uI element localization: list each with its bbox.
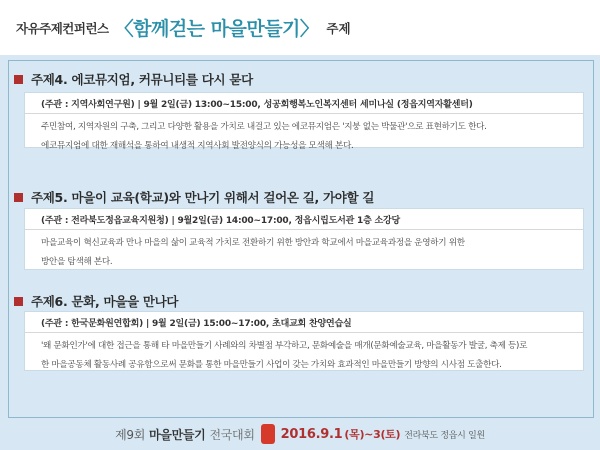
header-prefix: 자유주제컨퍼런스 (16, 20, 109, 36)
festival-seal-icon (261, 424, 275, 444)
section-body (25, 114, 583, 160)
section-card-4 (24, 92, 584, 151)
body-line: 마을교육이 혁신교육과 만나 마을의 삶이 교육적 가치로 전환하기 위한 방안과 학교에서 마을교육과정을 운영하기 위한 (41, 238, 465, 248)
section-meta: (주관 : 전라북도정읍교육지원청) | 9월2일(금) 14:00~17:00, 정읍시립도서관 1층 소강당 (25, 209, 583, 230)
page-header (0, 0, 600, 55)
section-title-4 (14, 70, 253, 88)
square-bullet-icon (14, 75, 23, 84)
square-bullet-icon (14, 193, 23, 202)
footer-date-rest: (목)~3(토) (344, 428, 401, 441)
footer-host: 전국대회 (209, 427, 255, 442)
footer-location: 전라북도 정읍시 일원 (404, 430, 485, 441)
section-meta: (주관 : 한국문화원연합회) | 9월 2일(금) 15:00~17:00, 초대교회 찬양연습실 (25, 312, 583, 333)
footer-date-year: 2016.9.1 (280, 426, 343, 442)
section-title-6 (14, 292, 178, 310)
body-line: 에코뮤지엄에 대한 재해석을 통하여 내생적 지역사회 발전양식의 가능성을 모색해 본다. (41, 141, 354, 151)
section-card-5 (24, 208, 584, 270)
section-title-text: 주제5. 마을이 교육(학교)와 만나기 위해서 걸어온 길, 가야할 길 (31, 190, 375, 205)
section-title-text: 주제4. 에코뮤지엄, 커뮤니티를 다시 묻다 (31, 72, 253, 87)
event-footer (0, 418, 600, 450)
body-line: 주민참여, 지역자원의 구축, 그리고 다양한 활용을 가치로 내걸고 있는 에코뮤지엄은 '지붕 없는 박물관'으로 표현하기도 한다. (41, 122, 487, 132)
body-line: 방안을 탐색해 본다. (41, 257, 113, 267)
square-bullet-icon (14, 297, 23, 306)
section-card-6 (24, 311, 584, 371)
section-body (25, 230, 583, 276)
header-title: 〈함께걷는 마을만들기〉 (114, 18, 319, 40)
footer-edition: 제9회 (115, 427, 145, 442)
section-title-5 (14, 188, 374, 206)
body-line: 한 마을공동체 활동사례 공유함으로써 문화를 통한 마을만들기 사업이 갖는 가치와 효과적인 마을만들기 방향의 시사점 도출한다. (41, 360, 502, 370)
footer-event: 마을만들기 (149, 427, 206, 442)
section-body (25, 333, 583, 379)
header-suffix: 주제 (326, 20, 351, 36)
section-title-text: 주제6. 문화, 마을을 만나다 (31, 294, 179, 309)
section-meta: (주관 : 지역사회연구원) | 9월 2일(금) 13:00~15:00, 성공회행복노인복지센터 세미나실 (정읍지역자활센터) (25, 93, 583, 114)
body-line: '왜 문화인가'에 대한 접근을 통해 타 마을만들기 사례와의 차별점 부각하고, 문화예술을 매개(문화예술교육, 마을활동가 발굴, 축제 등)로 (41, 341, 528, 351)
